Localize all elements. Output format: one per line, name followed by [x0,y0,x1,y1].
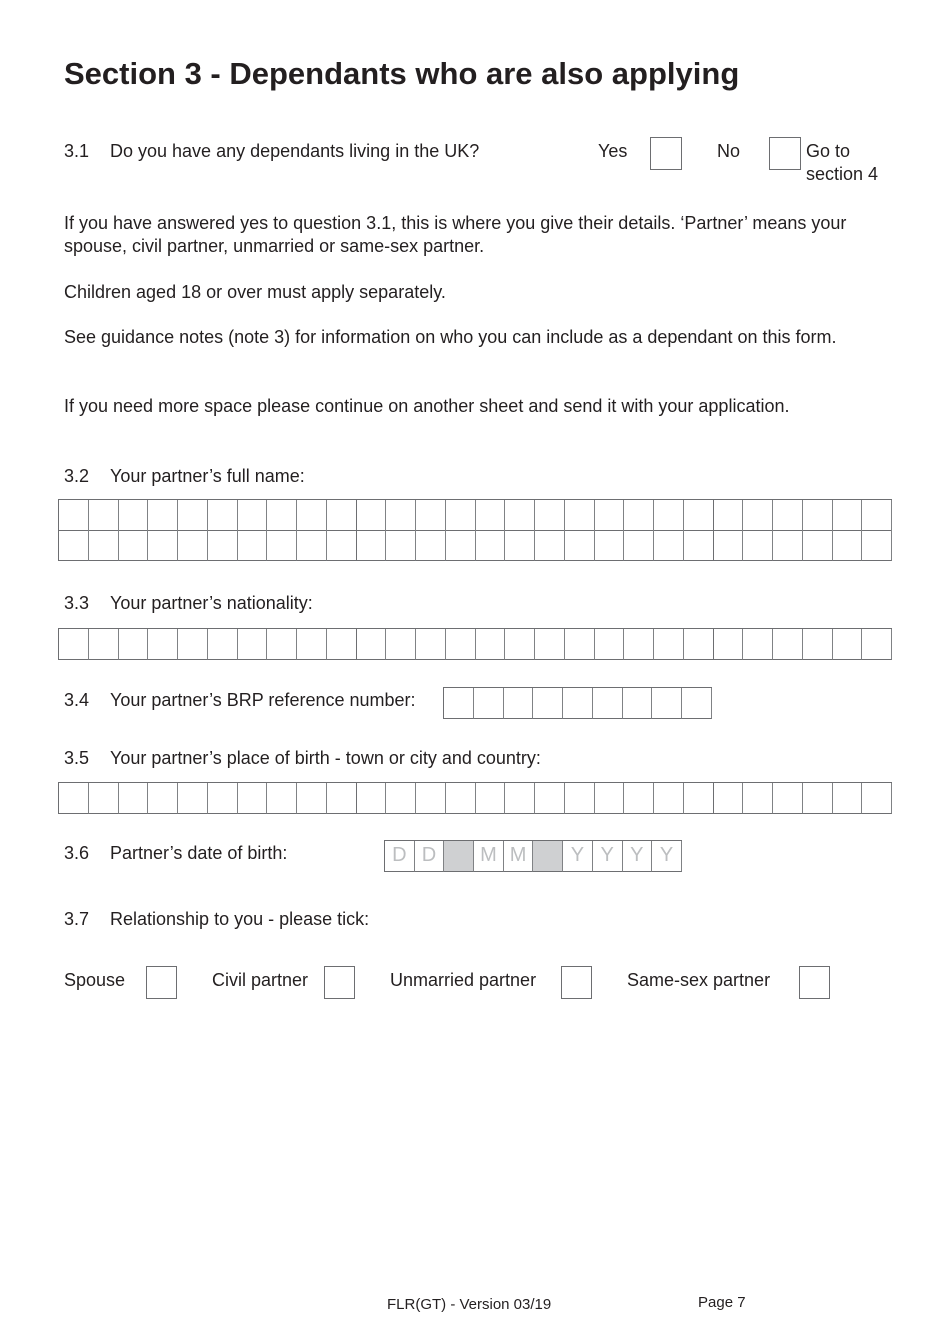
character-cell[interactable] [505,783,535,814]
character-cell[interactable] [833,629,863,660]
character-cell[interactable] [833,500,863,531]
character-cell[interactable] [357,530,387,561]
place-of-birth-input[interactable] [58,782,892,814]
character-cell[interactable] [652,688,682,719]
character-cell[interactable] [505,500,535,531]
character-cell[interactable] [476,783,506,814]
goto-section-4-line2: section 4 [806,164,879,184]
character-cell[interactable] [386,500,416,531]
instruction-paragraph: See guidance notes (note 3) for information on who you can include as a dependant on this form. [64,327,837,347]
dob-day-cell[interactable]: D [385,841,415,872]
character-cell[interactable] [714,500,744,531]
character-cell[interactable] [446,500,476,531]
civil-partner-label: Civil partner [212,970,309,990]
character-cell[interactable] [327,629,357,660]
character-cell[interactable] [59,629,89,660]
unmarried-partner-label: Unmarried partner [390,970,537,990]
dob-day-cell[interactable]: D [415,841,445,872]
character-cell[interactable] [297,629,327,660]
character-cell[interactable] [565,530,595,561]
no-label: No [717,141,741,161]
character-cell[interactable] [89,783,119,814]
character-cell[interactable] [148,629,178,660]
character-cell[interactable] [505,629,535,660]
character-cell[interactable] [862,783,892,814]
character-cell[interactable] [743,530,773,561]
character-cell[interactable] [773,530,803,561]
character-cell[interactable] [416,629,446,660]
yes-checkbox[interactable] [650,137,682,170]
goto-section-4-line1: Go to [806,141,851,161]
character-cell[interactable] [862,629,892,660]
character-cell[interactable] [595,530,625,561]
character-cell[interactable] [119,500,149,531]
character-cell[interactable] [654,783,684,814]
character-cell[interactable] [148,530,178,561]
character-cell[interactable] [624,629,654,660]
character-cell[interactable] [682,688,712,719]
character-cell[interactable] [327,500,357,531]
character-cell[interactable] [208,783,238,814]
yes-label: Yes [598,141,628,161]
character-cell[interactable] [474,688,504,719]
character-cell[interactable] [327,783,357,814]
character-cell[interactable] [743,629,773,660]
character-cell[interactable] [386,629,416,660]
character-cell[interactable] [89,530,119,561]
character-cell[interactable] [416,500,446,531]
character-cell[interactable] [476,530,506,561]
character-cell[interactable] [563,688,593,719]
dob-year-cell[interactable]: Y [563,841,593,872]
character-cell[interactable] [803,530,833,561]
character-cell[interactable] [595,783,625,814]
dob-separator [444,841,474,872]
character-cell[interactable] [119,530,149,561]
character-cell[interactable] [535,500,565,531]
character-cell[interactable] [535,530,565,561]
character-cell[interactable] [773,783,803,814]
character-cell[interactable] [238,500,268,531]
character-cell[interactable] [743,783,773,814]
same-sex-partner-checkbox[interactable] [799,966,830,999]
character-cell[interactable] [446,530,476,561]
character-cell[interactable] [535,629,565,660]
character-cell[interactable] [743,500,773,531]
character-cell[interactable] [119,783,149,814]
character-cell[interactable] [535,783,565,814]
brp-reference-input[interactable] [443,687,712,719]
question-number-3-6: 3.6 [64,843,90,863]
character-cell[interactable] [238,783,268,814]
character-cell[interactable] [416,783,446,814]
character-cell[interactable] [357,629,387,660]
spouse-checkbox[interactable] [146,966,177,999]
character-cell[interactable] [59,500,89,531]
character-cell[interactable] [446,629,476,660]
date-of-birth-input[interactable] [384,840,682,872]
character-cell[interactable] [803,629,833,660]
character-cell[interactable] [297,500,327,531]
character-cell[interactable] [624,500,654,531]
character-cell[interactable] [476,500,506,531]
character-cell[interactable] [593,688,623,719]
no-checkbox[interactable] [769,137,801,170]
question-number-3-2: 3.2 [64,466,90,486]
question-number-3-1: 3.1 [64,141,90,161]
spouse-label: Spouse [64,970,126,990]
character-cell[interactable] [565,500,595,531]
question-text-3-5: Your partner’s place of birth - town or city and country: [110,748,541,768]
character-cell[interactable] [148,500,178,531]
instruction-paragraph: If you need more space please continue on another sheet and send it with your application. [64,396,790,416]
dob-year-cell[interactable]: Y [652,841,682,872]
character-cell[interactable] [714,783,744,814]
character-cell[interactable] [654,500,684,531]
character-cell[interactable] [803,500,833,531]
character-cell[interactable] [862,530,892,561]
character-cell[interactable] [208,500,238,531]
dob-month-cell[interactable]: M [474,841,504,872]
character-cell[interactable] [89,500,119,531]
character-cell[interactable] [684,783,714,814]
character-cell[interactable] [386,783,416,814]
character-cell[interactable] [59,530,89,561]
character-cell[interactable] [504,688,534,719]
character-cell[interactable] [714,629,744,660]
dob-month-cell[interactable]: M [504,841,534,872]
character-cell[interactable] [446,783,476,814]
character-cell[interactable] [297,530,327,561]
character-cell[interactable] [623,688,653,719]
character-cell[interactable] [684,629,714,660]
question-text-3-4: Your partner’s BRP reference number: [110,690,416,710]
character-cell[interactable] [595,500,625,531]
character-cell[interactable] [148,783,178,814]
nationality-input[interactable] [58,628,892,660]
question-text-3-7: Relationship to you - please tick: [110,909,370,929]
character-cell[interactable] [238,530,268,561]
character-cell[interactable] [773,500,803,531]
character-cell[interactable] [684,530,714,561]
character-cell[interactable] [505,530,535,561]
full-name-line-1-input[interactable] [58,499,892,531]
character-cell[interactable] [684,500,714,531]
character-cell[interactable] [357,500,387,531]
dob-separator [533,841,563,872]
character-cell[interactable] [444,688,474,719]
instruction-paragraph: If you have answered yes to question 3.1, this is where you give their details. ‘Partner’ means your spouse, civil partner, unmarried or same-sex partner. [64,213,847,256]
page-number: Page 7 [698,1294,746,1311]
section-title: Section 3 - Dependants who are also applying [64,56,740,91]
instruction-paragraph: Children aged 18 or over must apply separately. [64,282,446,302]
character-cell[interactable] [267,629,297,660]
character-cell[interactable] [624,530,654,561]
character-cell[interactable] [238,629,268,660]
same-sex-partner-label: Same-sex partner [627,970,771,990]
question-number-3-5: 3.5 [64,748,90,768]
character-cell[interactable] [654,629,684,660]
character-cell[interactable] [416,530,446,561]
character-cell[interactable] [595,629,625,660]
unmarried-partner-checkbox[interactable] [561,966,592,999]
question-text-3-1: Do you have any dependants living in the UK? [110,141,480,161]
full-name-line-2-input[interactable] [58,530,892,561]
question-number-3-4: 3.4 [64,690,90,710]
character-cell[interactable] [654,530,684,561]
character-cell[interactable] [862,500,892,531]
character-cell[interactable] [208,629,238,660]
character-cell[interactable] [803,783,833,814]
character-cell[interactable] [119,629,149,660]
question-text-3-2: Your partner’s full name: [110,466,305,486]
character-cell[interactable] [267,783,297,814]
question-text-3-6: Partner’s date of birth: [110,843,288,863]
form-version: FLR(GT) - Version 03/19 [387,1296,552,1313]
character-cell[interactable] [833,530,863,561]
character-cell[interactable] [773,629,803,660]
character-cell[interactable] [565,629,595,660]
character-cell[interactable] [714,530,744,561]
character-cell[interactable] [59,783,89,814]
character-cell[interactable] [208,530,238,561]
dob-year-cell[interactable]: Y [623,841,653,872]
character-cell[interactable] [624,783,654,814]
character-cell[interactable] [178,629,208,660]
character-cell[interactable] [833,783,863,814]
dob-year-cell[interactable]: Y [593,841,623,872]
character-cell[interactable] [178,783,208,814]
character-cell[interactable] [565,783,595,814]
character-cell[interactable] [267,530,297,561]
character-cell[interactable] [476,629,506,660]
question-text-3-3: Your partner’s nationality: [110,593,313,613]
question-number-3-7: 3.7 [64,909,90,929]
character-cell[interactable] [178,530,208,561]
character-cell[interactable] [357,783,387,814]
character-cell[interactable] [297,783,327,814]
character-cell[interactable] [386,530,416,561]
question-number-3-3: 3.3 [64,593,90,613]
character-cell[interactable] [178,500,208,531]
civil-partner-checkbox[interactable] [324,966,355,999]
character-cell[interactable] [89,629,119,660]
character-cell[interactable] [327,530,357,561]
character-cell[interactable] [533,688,563,719]
character-cell[interactable] [267,500,297,531]
